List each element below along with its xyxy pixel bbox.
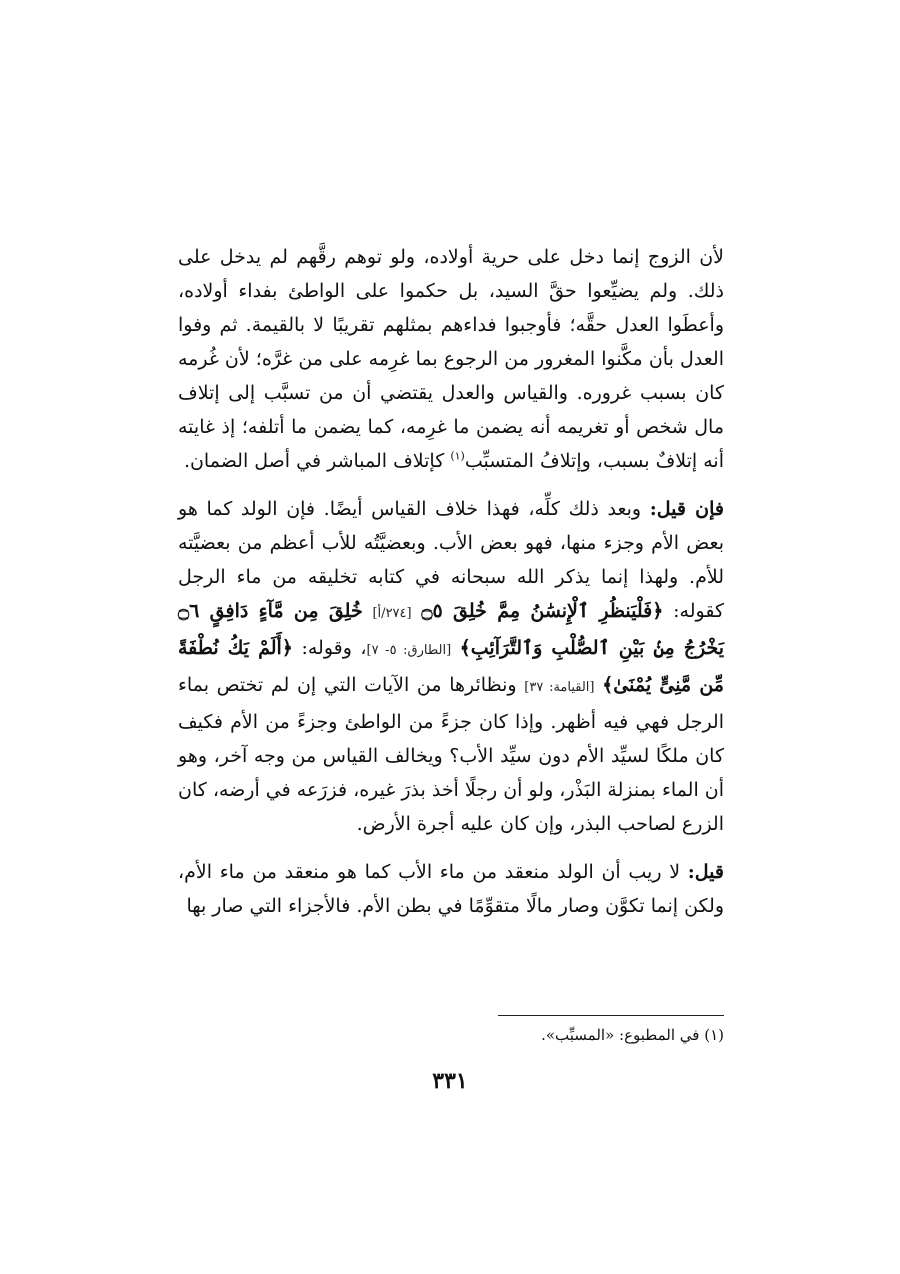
footnote-divider <box>498 1015 724 1016</box>
page-number: ٣٣١ <box>432 1068 468 1094</box>
paragraph-text: لأن الزوج إنما دخل على حرية أولاده، ولو توهم رقَّهم لم يدخل على ذلك. ولم يضيِّعوا حقَّ السيد، بل حكموا على الواطئ بفداء أولاده، وأعطَوا العدل حقَّه؛ فأوجبوا فداءهم بمثلهم تقريبًا لا بالقيمة. ثم وفوا العدل بأن مكَّنوا المغرور من الرجوع بما غرِمه على من غرَّه؛ لأن غُرمه كان بسبب غروره. والقياس والعدل يقتضي أن من تسبَّب إلى إتلاف مال شخص أو تغريمه أنه يضمن ما غرِمه، كما يضمن ما أتلفه؛ إذ غايته أنه إتلافٌ بسبب، وإتلافُ المتسبِّب <box>178 246 724 472</box>
paragraph-text: ونظائرها من الآيات التي إن لم تختص بماء الرجل فهي فيه أظهر. وإذا كان جزءً من الواطئ وجزءً من الأم فكيف كان ملكًا لسيِّد الأم دون سيِّد الأب؟ ويخالف القياس من وجه آخر، وهو أن الماء بمنزلة البَذْر، ولو أن رجلًا أخذ بذرَ غيره، فزرَعه في أرضه، كان الزرع لصاحب البذر، وإن كان عليه أجرة الأرض. <box>178 674 724 835</box>
paragraph-text: كإتلاف المباشر في أصل الضمان. <box>183 450 451 472</box>
quran-verse: خُلِقَ مِن مَّآءٍ دَافِقٍ ۝٦ يَخْرُجُ مِنۢ بَيْنِ ٱلصُّلْبِ وَٱلتَّرَآئِبِ﴾ <box>178 600 724 659</box>
manuscript-page-marker: [٢٧٤/أ] <box>372 606 412 621</box>
quran-verse: ﴿أَلَمْ يَكُ نُطْفَةً مِّن مَّنِىٍّ يُمْنَىٰ﴾ <box>178 637 724 696</box>
main-text <box>178 240 724 923</box>
quran-verse: ﴿فَلْيَنظُرِ ٱلْإِنسَٰنُ مِمَّ خُلِقَ ۝٥ <box>421 600 664 622</box>
paragraph <box>178 492 724 841</box>
footnote: (١) في المطبوع: «المسبِّب». <box>541 1026 724 1044</box>
footnote-marker: (١) <box>450 449 465 463</box>
paragraph-text: لا ريب أن الولد منعقد من ماء الأب كما هو منعقد من ماء الأم، ولكن إنما تكوَّن وصار مالًا متقوِّمًا في بطن الأم. فالأجزاء التي صار بها <box>178 861 724 917</box>
paragraph-text: ، وقوله: <box>292 637 367 659</box>
objection-lead: فإن قيل: <box>649 498 724 520</box>
paragraph <box>178 855 724 923</box>
verse-reference: [القيامة: ٣٧] <box>524 680 595 695</box>
paragraph <box>178 240 724 478</box>
paragraph-text: وبعد ذلك كلِّه، فهذا خلاف القياس أيضًا. فإن الولد كما هو بعض الأم وجزء منها، فهو بعض الأب. وبعضيَّتُه للأب أعظم من بعضيَّته للأم. ولهذا إنما يذكر الله سبحانه في كتابه تخليقه من ماء الرجل كقوله: <box>178 498 724 622</box>
verse-reference: [الطارق: ٥- ٧] <box>366 643 452 658</box>
answer-lead: قيل: <box>687 861 724 883</box>
